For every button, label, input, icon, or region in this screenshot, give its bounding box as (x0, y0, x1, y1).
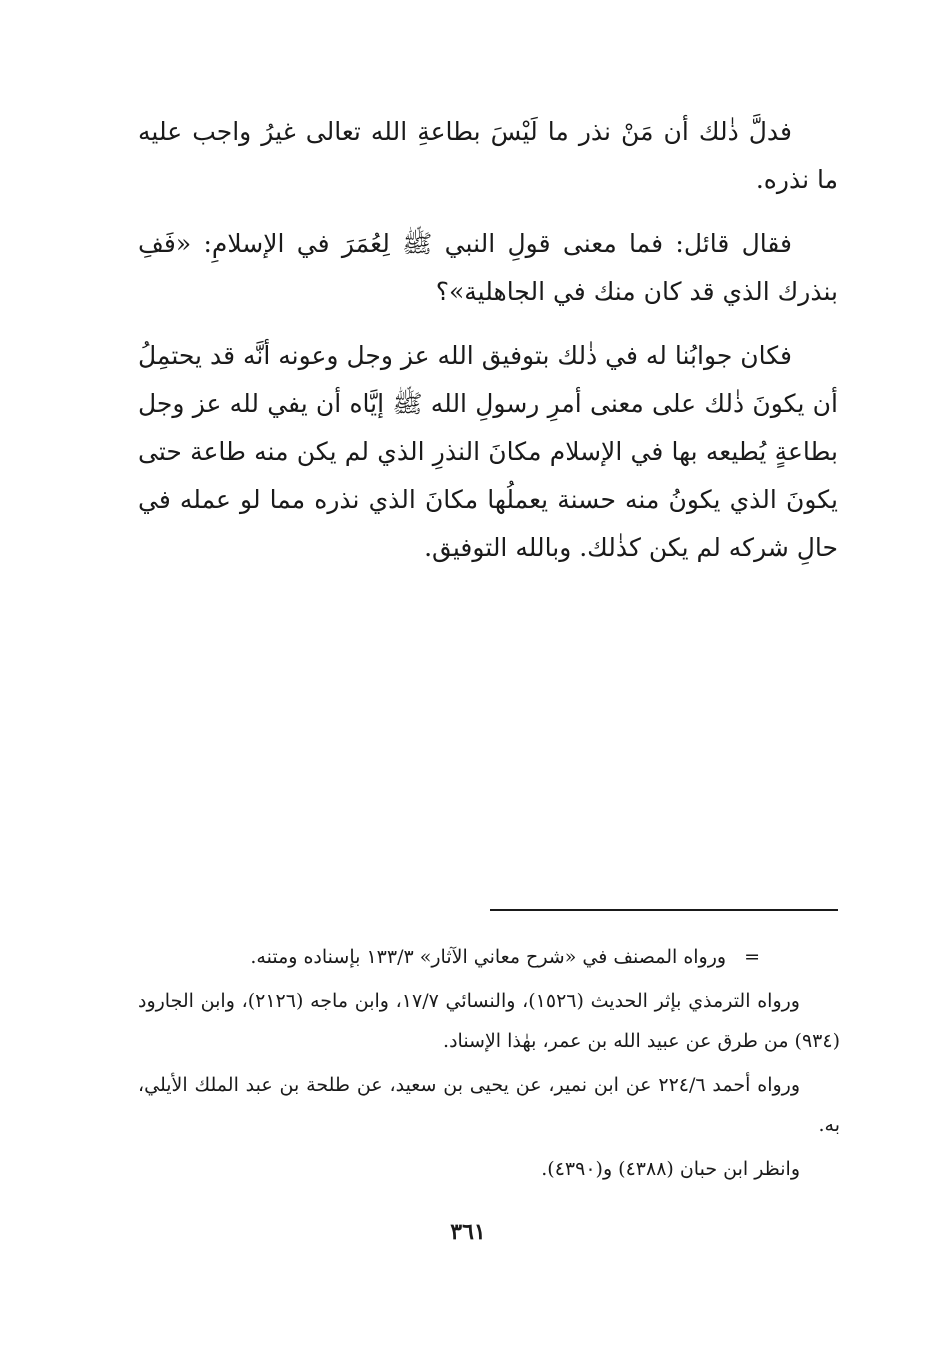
footnote-line-4: وانظر ابن حبان (٤٣٨٨) و(٤٣٩٠). (541, 1158, 800, 1180)
continuation-mark: = (744, 946, 760, 968)
footnote-text-1: ورواه المصنف في «شرح معاني الآثار» ١٣٣/٣ بإسناده ومتنه. (250, 946, 727, 968)
footnote-line-1 (138, 937, 840, 977)
footnote-separator (490, 909, 838, 911)
paragraph-3: فكان جوابُنا له في ذٰلك بتوفيق الله عز وجل وعونه أنَّه قد يحتمِلُ أن يكونَ ذٰلك على معنى أمرِ رسولِ الله ﷺ إيَّاه أن يفي لله عز وجل بطاعةٍ يُطيعه بها في الإسلام مكانَ النذرِ الذي لم يكن منه طاعة حتى يكونَ الذي يكونُ منه حسنة يعملُها مكانَ الذي نذره مما لو عمله في حالِ شركه لم يكن كذٰلك. وبالله التوفيق. (137, 341, 838, 562)
paragraph-1: فدلَّ ذٰلك أن مَنْ نذر ما لَيْسَ بطاعةِ الله تعالى غيرُ واجب عليه ما نذره. (138, 117, 838, 194)
page-number: ٣٦١ (450, 1219, 486, 1245)
main-text (138, 108, 838, 588)
paragraph-2: فقال قائل: فما معنى قولِ النبي ﷺ لِعُمَرَ في الإسلامِ: «فَفِ بنذرك الذي قد كان منك في الجاهلية»؟ (138, 229, 838, 306)
footnote-line-2: ورواه الترمذي بإثر الحديث (١٥٢٦)، والنسائي ١٧/٧، وابن ماجه (٢١٢٦)، وابن الجارود (٩٣٤) من طرق عن عبيد الله بن عمر، بهٰذا الإسناد. (138, 990, 840, 1052)
footnote-line-3: ورواه أحمد ٢٢٤/٦ عن ابن نمير، عن يحيى بن سعيد، عن طلحة بن عبد الملك الأيلي، به. (138, 1074, 840, 1136)
footnotes (138, 937, 840, 1193)
